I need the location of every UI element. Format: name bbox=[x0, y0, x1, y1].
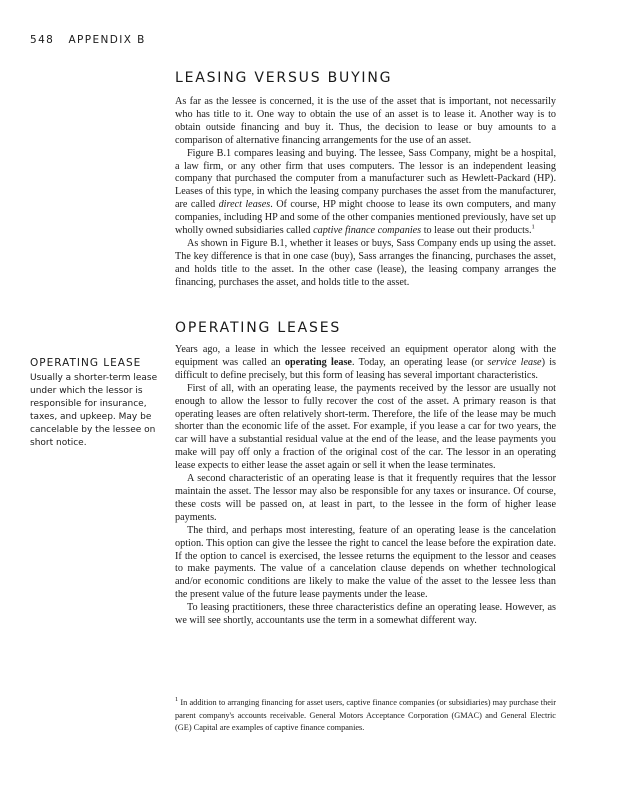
term-service-lease: service lease bbox=[487, 356, 542, 368]
footnote-text: In addition to arranging financing for asset users, captive finance companies (or subsidiaries) may purchase their parent company's accounts receivable. General Motors Acceptance Corporation (GMAC) and General Electric (GE) Capital are examples of captive finance companies. bbox=[175, 698, 556, 732]
page-number: 548 bbox=[30, 34, 55, 46]
term-direct-leases: direct leases bbox=[218, 199, 271, 211]
term-captive-finance-companies: captive finance companies bbox=[313, 225, 422, 237]
paragraph: To leasing practitioners, these three characteristics define an operating lease. However, as we will see shortly, accountants use the term in a somewhat different way. bbox=[175, 602, 556, 627]
header-label: APPENDIX B bbox=[68, 34, 146, 46]
margin-definition-text: Usually a shorter-term lease under which the lessor is responsible for insurance, taxes, and upkeep. May be cancelable by the lessee on short notice. bbox=[30, 373, 158, 448]
paragraph: As shown in Figure B.1, whether it leases or buys, Sass Company ends up using the asset. The key difference is that in one case (buy), Sass arranges the financing, purchases the asset, and holds title to the asset. In the other case (lease), the leasing company arranges the financing, purchases the asset, and holds title to the asset. bbox=[175, 237, 556, 288]
margin-term: OPERATING LEASE bbox=[30, 357, 142, 369]
paragraph: As far as the lessee is concerned, it is the use of the asset that is important, not necessarily who has title to it. One way to obtain the use of an asset is to lease it. Another way is to obtain outside financing and buy it. Thus, the decision to lease or buy amounts to a comparison of alternative financing arrangements for the use of an asset. bbox=[175, 96, 556, 146]
running-header bbox=[30, 34, 146, 46]
paragraph: The third, and perhaps most interesting, feature of an operating lease is the cancelation option. This option can give the lessee the right to cancel the lease before the expiration date. If the option to cancel is exercised, the lessee returns the equipment to the lessor and ceases to make payments. The value of a cancelation clause depends on whether technological and/or economic conditions are likely to make the value of the asset to the lessee less than the present value of the future lease payments under the lease. bbox=[175, 524, 556, 601]
paragraph: Years ago, a lease in which the lessee received an equipment operator along with the equipment was called an operating lease. Today, an operating lease (or service lease) is difficult to define precisely, but this form of leasing has several important characteristics. bbox=[175, 344, 557, 381]
paragraph: Figure B.1 compares leasing and buying. The lessee, Sass Company, might be a hospital, a law firm, or any other firm that uses computers. The lessor is an independent leasing company that purchased the computer from a manufacturer such as Hewlett-Packard (HP). Leases of this type, in which the leasing company purchases the asset from the manufacturer, are called direct leases. Of course, HP might choose to lease its own computers, and many companies, including HP and some of the other companies mentioned previously, have set up wholly owned subsidiaries called captive finance companies to lease out their products.$^1$ bbox=[175, 147, 556, 237]
paragraph: First of all, with an operating lease, the payments received by the lessor are usually not enough to allow the lessor to fully recover the cost of the asset. A primary reason is that operating leases are often relatively short-term. Therefore, the life of the lease may be much shorter than the economic life of the asset. For example, if you lease a car for two years, the car will have a substantial residual value at the end of the lease, and the lease payments you make will pay off only a fraction of the original cost of the car. The lessor in an operating lease expects to either lease the asset again or sell it when the lease terminates. bbox=[175, 382, 556, 472]
footnote-mark: 1 bbox=[175, 696, 179, 704]
section-heading-leasing-vs-buying: LEASING VERSUS BUYING bbox=[175, 70, 393, 86]
section-body-leasing-vs-buying bbox=[175, 96, 556, 290]
term-operating-lease: operating lease bbox=[284, 356, 352, 368]
footnote bbox=[175, 697, 556, 735]
footnote-reference: 1 bbox=[531, 223, 535, 231]
section-body-operating-leases bbox=[175, 344, 556, 628]
margin-definition bbox=[30, 357, 158, 450]
section-heading-operating-leases: OPERATING LEASES bbox=[175, 320, 342, 336]
paragraph: A second characteristic of an operating lease is that it frequently requires that the lessor maintain the asset. The lessor may also be responsible for any taxes or insurance. Of course, these costs will be passed on, at least in part, to the lessee in the form of higher lease payments. bbox=[175, 473, 556, 523]
